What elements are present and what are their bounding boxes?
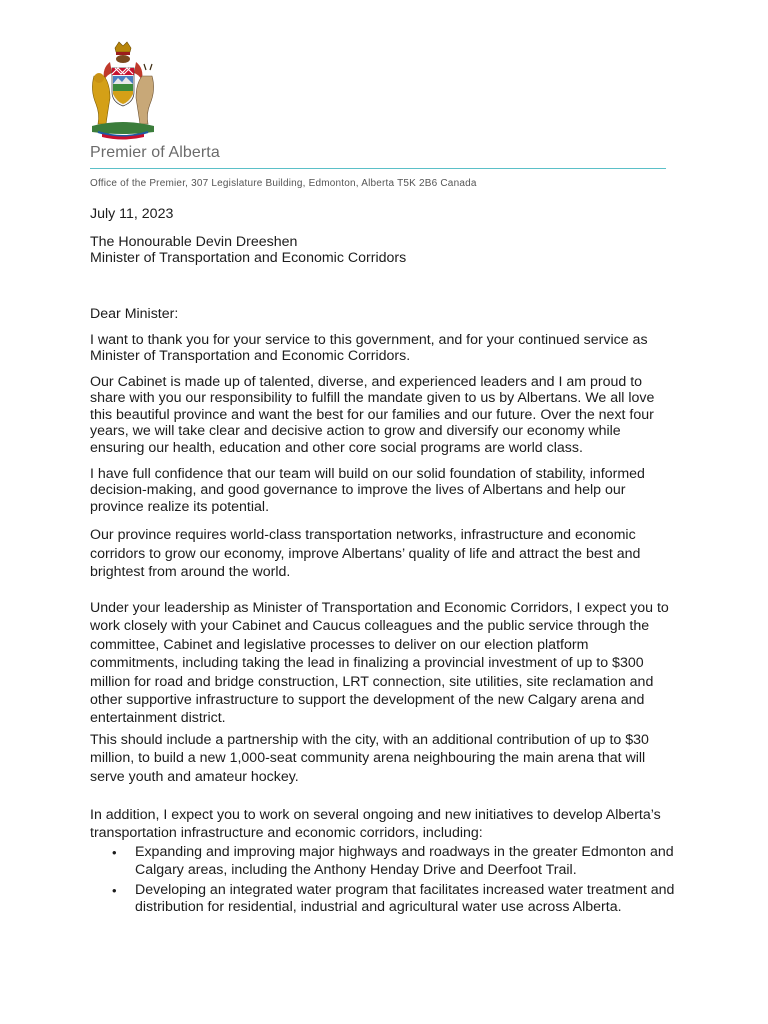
paragraph: I have full confidence that our team will build on our solid foundation of stability, informed decision-making, and good governance to improve the lives of Albertans and help our province realize its potential. <box>90 466 645 515</box>
paragraph: In addition, I expect you to work on several ongoing and new initiatives to develop Alberta’s transportation infrastructure and economic corridors, including: <box>90 807 661 841</box>
recipient-title: Minister of Transportation and Economic Corridors <box>90 250 407 267</box>
paragraph: Under your leadership as Minister of Transportation and Economic Corridors, I expect you to work closely with your Cabinet and Caucus colleagues and the public service through the committee, Cabinet and legislative processes to deliver on our election platform commitments, including taking the lead in finalizing a provincial investment of up to $300 million for road and bridge construction, LRT connection, site utilities, site reclamation and other supportive infrastructure to support the development of the new Calgary arena and entertainment district. <box>90 600 669 727</box>
paragraph: This should include a partnership with the city, with an additional contribution of up to $30 million, to build a new 1,000-seat community arena neighbouring the main arena that will serve youth and amateur hockey. <box>90 732 649 785</box>
paragraph: Our Cabinet is made up of talented, diverse, and experienced leaders and I am proud to share with you our responsibility to fulfill the mandate given to us by Albertans. We all love this beautiful province and want the best for our families and our future. Over the next four years, we will take clear and decisive action to grow and diversify our economy while ensuring our health, education and other core social programs are world class. <box>90 374 655 456</box>
bullet-glyph: • <box>112 882 117 898</box>
letter-date: July 11, 2023 <box>90 206 174 222</box>
list-item <box>90 882 678 918</box>
paragraph: I want to thank you for your service to this government, and for your continued service as Minister of Transportation and Economic Corridors. <box>90 332 648 365</box>
office-address: Office of the Premier, 307 Legislature Building, Edmonton, Alberta T5K 2B6 Canada <box>90 178 477 189</box>
paragraph: Our province requires world-class transportation networks, infrastructure and economic corridors to grow our economy, improve Albertans’ quality of life and attract the best and brightest from around the world. <box>90 527 641 580</box>
list-item-text: Expanding and improving major highways and roadways in the greater Edmonton and Calgary areas, including the Anthony Henday Drive and Deerfoot Trail. <box>135 844 674 878</box>
initiatives-list <box>90 844 678 919</box>
recipient-name: The Honourable Devin Dreeshen <box>90 234 298 250</box>
letterhead-divider <box>90 168 666 169</box>
office-name: Premier of Alberta <box>90 144 220 161</box>
list-item-text: Developing an integrated water program that facilitates increased water treatment and distribution for residential, industrial and agricultural water use across Alberta. <box>135 881 675 916</box>
list-item <box>90 844 678 880</box>
bullet-glyph: • <box>112 845 117 860</box>
salutation: Dear Minister: <box>90 306 179 322</box>
recipient-block <box>90 234 678 267</box>
alberta-coat-of-arms-icon <box>88 40 158 140</box>
